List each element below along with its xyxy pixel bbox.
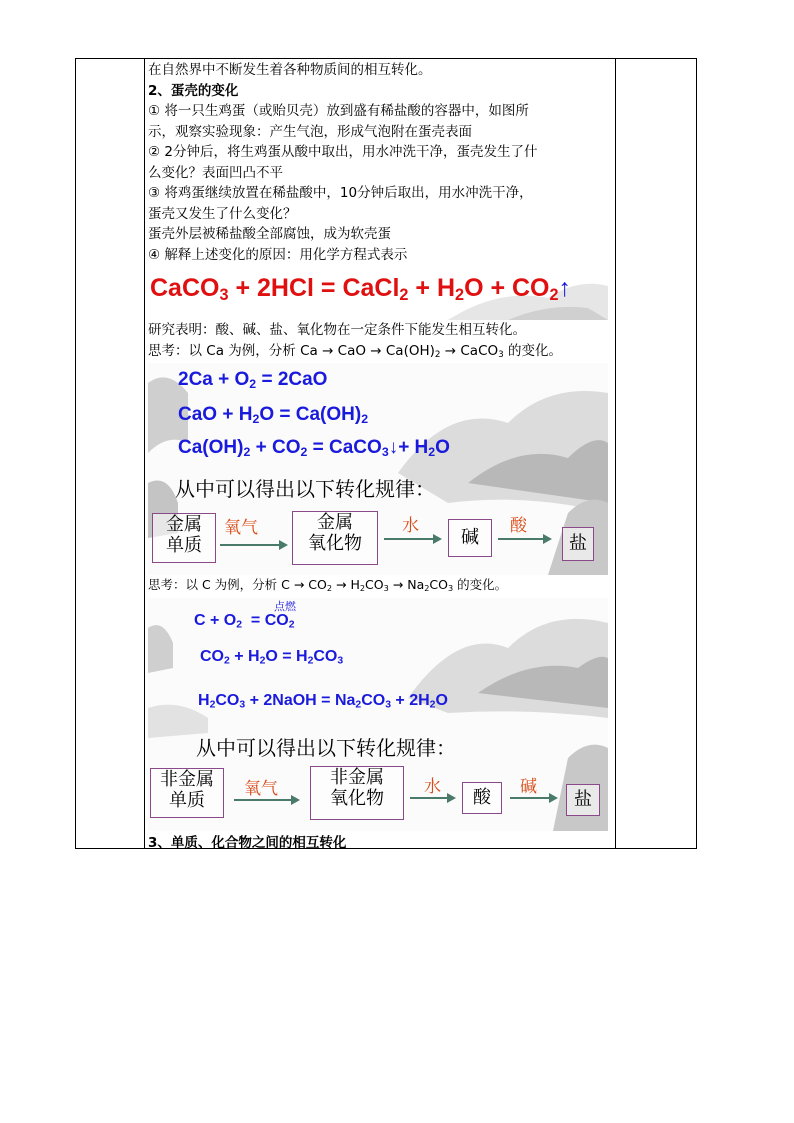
ca-equation-2: CaO + $H_2O = Ca(OH)_2$: [178, 404, 369, 427]
ca-equations-panel: [148, 363, 608, 575]
c-equation-2: $CO_2 + H_2O = H_2CO_3$: [200, 647, 344, 667]
research-line: 研究表明：酸、碱、盐、氧化物在一定条件下能发生相互转化。: [148, 322, 526, 338]
flow-arrow-icon: [220, 541, 288, 549]
gas-arrow-icon: ↑: [558, 274, 572, 302]
ink-landscape-bg: [148, 363, 608, 575]
step4-line: ④ 解释上述变化的原因：用化学方程式表示: [148, 246, 408, 263]
flow-label-base: 碱: [520, 776, 537, 797]
flow-label-acid: 酸: [510, 516, 527, 536]
ca-equation-3: $Ca(OH)_2 + CO_2$ = CaCO$_3$↓+ $H_2O$: [178, 437, 450, 460]
flow-label-oxygen: 氧气: [224, 518, 258, 538]
flow-label-oxygen-2: 氧气: [244, 778, 278, 799]
flow-metal-oxide: 金属 氧化物: [292, 511, 378, 565]
flow-metal-element: 金属 单质: [152, 513, 216, 563]
flow-nonmetal-oxide: 非金属 氧化物: [310, 766, 404, 820]
intro-line: 在自然界中不断发生着各种物质间的相互转化。: [148, 62, 432, 78]
step2-line1: ② 2分钟后，将生鸡蛋从酸中取出，用水冲洗干净，蛋壳发生了什: [148, 144, 538, 160]
column-divider-right: [615, 59, 616, 848]
step1-line1: ① 将一只生鸡蛋（或贻贝壳）放到盛有稀盐酸的容器中，如图所: [148, 103, 529, 119]
flow-label-water: 水: [402, 516, 419, 536]
step3-line2: 蛋壳又发生了什么变化？: [148, 205, 297, 222]
lesson-table: [75, 58, 697, 849]
caco3-equation-panel: [148, 268, 608, 320]
step3-answer: 蛋壳外层被稀盐酸全部腐蚀，成为软壳蛋: [148, 226, 391, 242]
flow-salt-2: 盐: [566, 784, 600, 816]
flow-nonmetal-element: 非金属 单质: [150, 768, 224, 818]
flow-arrow-icon: [410, 794, 456, 802]
caco3-hcl-equation: CaCO$_3$ + 2HCl = CaCl$_2$ + $H_2O$ + $CO_2↑$: [150, 274, 572, 305]
section3-title: 3、单质、化合物之间的相互转化: [148, 834, 347, 851]
flow-acid: 酸: [462, 782, 502, 814]
column-divider-left: [144, 59, 145, 848]
ca-equation-1: $2Ca + O_2 = 2CaO$: [178, 369, 328, 392]
condition-ignite: 点燃: [274, 599, 296, 613]
flow-base: 碱: [448, 519, 492, 557]
flow-salt: 盐: [562, 527, 594, 561]
step1-line2: 示，观察实验现象：产生气泡，形成气泡附在蛋壳表面: [148, 123, 472, 140]
content-cell: [148, 59, 614, 853]
step2-line2: 么变化？表面凹凸不平: [148, 164, 283, 181]
flow-arrow-icon: [510, 794, 558, 802]
rule-heading: 从中可以得出以下转化规律：: [175, 477, 435, 501]
c-equation-3: $H_2CO_3$ + 2NaOH = $Na_2CO_3 + 2H_2O$: [198, 691, 448, 711]
flow-arrow-icon: [384, 535, 442, 543]
step3-line1: ③ 将鸡蛋继续放置在稀盐酸中，10分钟后取出，用水冲洗干净，: [148, 185, 533, 201]
think-c-line: 思考：以 C 为例，分析 $C \to CO_2 \to H_2CO_3 \to Na_2CO_3$ 的变化。: [148, 577, 508, 594]
c-equations-panel: [148, 598, 608, 831]
flow-arrow-icon: [234, 796, 300, 804]
section2-title: 2、蛋壳的变化: [148, 82, 239, 99]
rule-heading-2: 从中可以得出以下转化规律：: [196, 735, 456, 760]
flow-label-water-2: 水: [424, 776, 441, 797]
flow-arrow-icon: [498, 535, 552, 543]
think-ca-line: 思考：以 Ca 为例，分析 Ca → CaO → $Ca(OH)_2$ → CaCO$_3$ 的变化。: [148, 342, 563, 360]
c-equation-1: $C + O_2 = CO_2$: [194, 611, 295, 631]
